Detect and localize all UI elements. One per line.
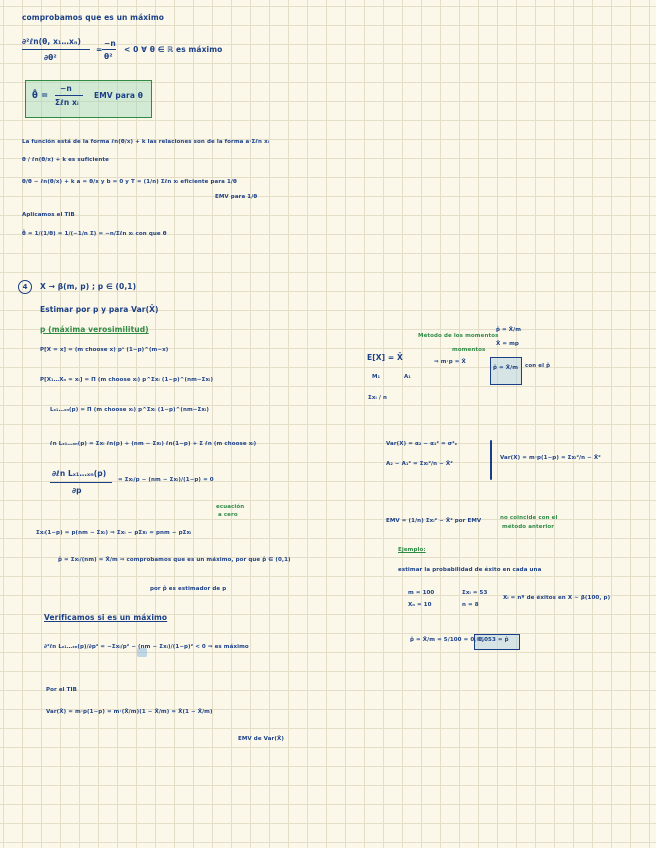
likelihood-line: P[X₁…Xₙ = xᵢ] = Π (m choose xᵢ) p^Σxᵢ (1−p)^(nm−Σxᵢ) <box>40 377 214 383</box>
example-sum: Σxᵢ = 53 <box>462 590 488 596</box>
second-derivative-denominator: ∂θ² <box>44 53 57 62</box>
family-line-4: EMV para 1/θ <box>215 194 258 200</box>
emv-numerator: −n <box>60 84 72 93</box>
exercise-task: Estimar por p y para Var(X̄) <box>40 305 159 314</box>
family-line-3: θ/θ − ℓn(θ/x) + k a = θ/x y b = 0 y T = (1/n) Σℓn xᵢ eficiente para 1/θ <box>22 179 237 185</box>
emv-lhs: θ̂ = <box>32 91 49 101</box>
derivative-denominator: ∂p <box>72 486 82 495</box>
variance-line-1: Var(X) = α₂ − α₁² = σ²ₓ <box>386 441 458 447</box>
exercise-heading: X → β(m, p) ; p ∈ (0,1) <box>40 282 137 291</box>
example-m: m = 100 <box>408 590 435 596</box>
tib-equation: θ̂ = 1/(1/θ) = 1/(−1/n Σ) = −n/Σℓn xᵢ con que θ <box>22 231 167 237</box>
exercise-number: 4 <box>18 280 32 294</box>
sample-mean: Σxᵢ / n <box>368 395 387 401</box>
variance-line-2: A₂ − A₁² = Σxᵢ²/n − X̄² <box>386 461 453 467</box>
fraction-bar <box>22 49 90 50</box>
moments-sub: momentos <box>452 347 486 353</box>
example-heading: Ejemplo: <box>398 547 426 553</box>
moment-m1: M₁ <box>372 374 381 380</box>
rhs-numerator: −n <box>104 39 116 48</box>
variance-emv-label: EMV de Var(X̄) <box>238 736 284 742</box>
emv-note-1: no coincide con el <box>500 515 558 521</box>
final-box-value: 0,053 = p̂ <box>478 637 509 643</box>
derivative-note-1: ecuación <box>216 504 245 510</box>
top-line-1: comprobamos que es un máximo <box>22 13 165 22</box>
derivative-note-2: a cero <box>218 512 238 518</box>
method-mle-heading: p (máxima verosimilitud) <box>40 325 149 334</box>
p-top: p̂ = X̄/m <box>496 327 522 333</box>
derivative-numerator: ∂ℓn Lₓ₁…ₓₙ(p) <box>52 469 107 478</box>
likelihood-function: Lₓ₁…ₓₙ(p) = Π (m choose xᵢ) p^Σxᵢ (1−p)^(nm−Σxᵢ) <box>50 407 209 413</box>
example-xn: Xₙ = 10 <box>408 602 432 608</box>
moments-heading: Método de los momentos <box>418 333 499 339</box>
emv-denominator: Σℓn xᵢ <box>55 98 79 107</box>
pmf-line: P[X = x] = (m choose x) pˣ (1−p)^(m−x) <box>40 347 169 353</box>
second-derivative-check: ∂²ℓn Lₓ₁…ₓₙ(p)/∂p² = −Σxᵢ/p² − (nm − Σxᵢ)/(1−p)² < 0 ⇒ es máximo <box>44 644 249 650</box>
emv-line: EMV = (1/n) Σxᵢ² − X̄² por EMV <box>386 518 482 524</box>
notebook-page: comprobamos que es un máximo ∂²ℓn(θ, x₁…xₙ) ∂θ² = −n θ² < 0 ∀ θ ∈ ℝ es máximo θ̂ = −n Σℓn xᵢ EMV para θ La función está de la forma ℓn(θ/x) + k las relaciones son de la forma a·Σℓn xᵢ θ / ℓn(θ/x) + k es suficiente θ/θ − ℓn(θ/x) + k a = θ/x y b = 0 y T = (1/n) Σℓn xᵢ eficiente para 1/θ EMV para 1/θ Aplicamos el TIB θ̂ = 1/(1/θ) = 1/(−1/n Σ) = −n/Σℓn xᵢ con que θ 4 X → β(m, p) ; p ∈ (0,1) Estimar por p y para Var(X̄) p (máxima verosimilitud) P[X = x] = (m choose x) pˣ (1−p)^(m−x) P[X₁…Xₙ = xᵢ] = Π (m choose xᵢ) p^Σxᵢ (1−p)^(nm−Σxᵢ) Lₓ₁…ₓₙ(p) = Π (m choose xᵢ) p^Σxᵢ (1−p)^(nm−Σxᵢ) ℓn Lₓ₁…ₓₙ(p) = Σxᵢ ℓn(p) + (nm − Σxᵢ) ℓn(1−p) + Σ ℓn (m choose xᵢ) ∂ℓn Lₓ₁…ₓₙ(p) ∂p = Σxᵢ/p − (nm − Σxᵢ)/(1−p) = 0 ecuación a cero Σxᵢ(1−p) = p(nm − Σxᵢ) ⇒ Σxᵢ − pΣxᵢ = pnm − pΣxᵢ p̂ = Σxᵢ/(nm) = X̄/m ⇒ comprobamos que es un máximo, por que p̂ ∈ (0,1) por p̂ es estimador de p Verificamos si es un máximo ∂²ℓn Lₓ₁…ₓₙ(p)/∂p² = −Σxᵢ/p² − (nm − Σxᵢ)/(1−p)² < 0 ⇒ es máximo Por el TIB Var(X̄) = m·p(1−p) = m·(X̄/m)(1 − X̄/m) = X̄(1 − X̄/m) EMV de Var(X̄) Método de los momentos momentos p̂ = X̄/m X̄ = mp E[X] = X̄ M₁ A₁ Σxᵢ / n ⇒ m·p = X̄ p̂ = X̄/m con el p̂ Var(X) = α₂ − α₁² = σ²ₓ A₂ − A₁² = Σxᵢ²/n − X̄² Var(X) = m·p(1−p) = Σxᵢ²/n − X̄² EMV = (1/n) Σxᵢ² − X̄² por EMV no coincide con el método anterior Ejemplo: estimar la probabilidad de éxito en cada una m = 100 Xₙ = 10 Σxᵢ = 53 n = 8 Xᵢ = nº de éxitos en X ∼ β(100, p) p̂ = X̄/m = 5/100 = 0,05 0,053 = p̂ <box>0 0 656 848</box>
variance-side: Var(X) = m·p(1−p) = Σxᵢ²/n − X̄² <box>500 455 601 461</box>
verify-heading: Verificamos si es un máximo <box>44 613 168 622</box>
emv-label: EMV para θ <box>94 91 143 100</box>
p-hat-box-tail: con el p̂ <box>525 363 551 369</box>
moment-a1: A₁ <box>404 374 411 380</box>
example-text: estimar la probabilidad de éxito en cada una <box>398 567 542 573</box>
maximum-condition: < 0 ∀ θ ∈ ℝ es máximo <box>124 45 223 54</box>
example-n: n = 8 <box>462 602 479 608</box>
p-hat-estimator-note: por p̂ es estimador de p <box>150 586 227 592</box>
emv-note-2: método anterior <box>502 524 555 530</box>
tib-heading-2: Por el TIB <box>46 687 77 693</box>
expectation-lhs: E[X] = X̄ <box>367 353 403 362</box>
p-top-2: X̄ = mp <box>496 341 519 347</box>
example-distribution: Xᵢ = nº de éxitos en X ∼ β(100, p) <box>503 595 611 601</box>
moments-result: ⇒ m·p = X̄ <box>434 359 466 365</box>
family-line-2: θ / ℓn(θ/x) + k es suficiente <box>22 157 109 163</box>
final-estimate: p̂ = X̄/m = 5/100 = 0,05 <box>410 637 485 643</box>
solve-line: Σxᵢ(1−p) = p(nm − Σxᵢ) ⇒ Σxᵢ − pΣxᵢ = pnm − pΣxᵢ <box>36 530 192 536</box>
family-line-1: La función está de la forma ℓn(θ/x) + k las relaciones son de la forma a·Σℓn xᵢ <box>22 139 270 145</box>
second-derivative-numerator: ∂²ℓn(θ, x₁…xₙ) <box>22 37 81 46</box>
derivative-rhs: = Σxᵢ/p − (nm − Σxᵢ)/(1−p) = 0 <box>118 477 214 483</box>
tib-heading: Aplicamos el TIB <box>22 212 75 218</box>
log-likelihood: ℓn Lₓ₁…ₓₙ(p) = Σxᵢ ℓn(p) + (nm − Σxᵢ) ℓn(1−p) + Σ ℓn (m choose xᵢ) <box>50 441 257 447</box>
variance-equation: Var(X̄) = m·p(1−p) = m·(X̄/m)(1 − X̄/m) = X̄(1 − X̄/m) <box>46 709 213 715</box>
p-hat-box-value: p̂ = X̄/m <box>493 365 519 371</box>
rhs-denominator: θ² <box>104 52 113 61</box>
p-hat-line: p̂ = Σxᵢ/(nm) = X̄/m ⇒ comprobamos que es un máximo, por que p̂ ∈ (0,1) <box>58 557 291 563</box>
